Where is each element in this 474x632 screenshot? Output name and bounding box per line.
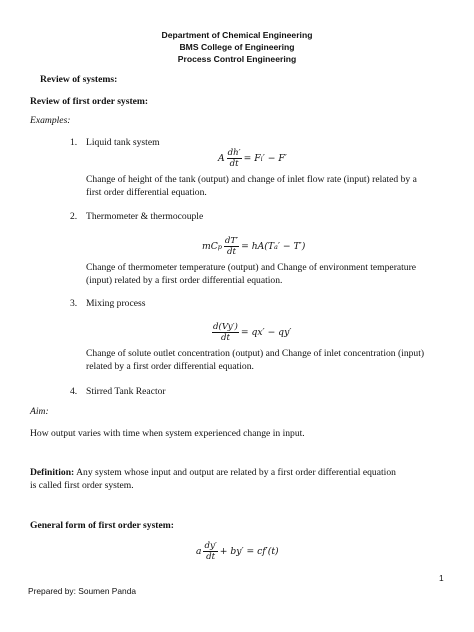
example-2-number: 2.: [70, 211, 78, 222]
eq1-denominator: dt: [229, 159, 239, 169]
eq2-numerator: dT′: [224, 236, 239, 246]
example-3-description: [86, 348, 446, 373]
general-eq-numerator: dy′: [204, 541, 217, 551]
heading-aim: Aim:: [30, 406, 49, 417]
definition-text-line2: is called first order system.: [30, 479, 134, 491]
example-3-desc-line2: related by a first order differential equation.: [86, 360, 254, 372]
example-3-equation: [210, 322, 291, 343]
header-course: Process Control Engineering: [177, 54, 297, 64]
general-eq-fraction: [203, 541, 217, 562]
heading-review-of-systems: Review of systems:: [40, 74, 118, 85]
definition-label: Definition:: [30, 467, 75, 478]
example-4-title: Stirred Tank Reactor: [86, 386, 166, 397]
eq3-rhs: = qx′ − qy′: [240, 327, 292, 338]
eq2-rhs: = hA(T: [241, 241, 274, 252]
example-3-desc-line1: Change of solute outlet concentration (output) and Change of inlet concentration (input): [86, 348, 425, 359]
eq1-subscript: i: [260, 154, 263, 163]
example-2-equation: [202, 236, 305, 257]
example-3-title: Mixing process: [86, 298, 146, 309]
general-eq-lhs: a: [196, 546, 202, 557]
eq2-denominator: dt: [227, 247, 236, 257]
aim-text: How output varies with time when system experienced change in input.: [30, 428, 305, 439]
example-3-number: 3.: [70, 298, 78, 309]
header-department: Department of Chemical Engineering: [161, 30, 313, 40]
heading-examples: Examples:: [30, 115, 71, 126]
eq2-subscript: a: [274, 242, 278, 251]
eq2-fraction: [224, 236, 239, 257]
eq1-numerator: dh′: [227, 148, 241, 158]
general-eq-rhs: + by′ = cf′(t): [219, 546, 279, 557]
example-2-description: [86, 262, 446, 287]
example-2-desc-line2: (input) related by a first order differential equation.: [86, 274, 283, 286]
eq3-numerator: d(Vy′): [213, 322, 238, 332]
example-2-desc-line1: Change of thermometer temperature (output) and Change of environment temperature: [86, 262, 417, 273]
eq3-fraction: [212, 322, 239, 343]
eq1-lhs: A: [218, 153, 225, 164]
example-1-desc-line2: first order differential equation.: [86, 186, 207, 198]
heading-general-form: General form of first order system:: [30, 520, 174, 531]
example-1-description: [86, 174, 446, 199]
eq2-lhs: mC: [202, 241, 218, 252]
definition-paragraph: [30, 467, 450, 492]
definition-text-line1: Any system whose input and output are related by a first order differential equation: [74, 467, 396, 478]
eq1-rhs: = F: [243, 153, 261, 164]
eq1-fraction: [227, 148, 242, 169]
eq1-tail: ′ − F′: [262, 153, 287, 164]
general-equation: [196, 541, 279, 562]
example-4-number: 4.: [70, 386, 78, 397]
example-1-number: 1.: [70, 137, 78, 148]
header-college: BMS College of Engineering: [179, 42, 295, 52]
eq2-lhs-subscript: p: [217, 242, 222, 251]
example-1-equation: [218, 148, 287, 169]
page-number: 1: [439, 573, 444, 583]
example-1-title: Liquid tank system: [86, 137, 160, 148]
eq3-denominator: dt: [220, 333, 230, 343]
eq2-tail: ′ − T′): [277, 241, 306, 252]
heading-review-first-order: Review of first order system:: [30, 96, 149, 107]
footer-author: Prepared by: Soumen Panda: [28, 586, 137, 596]
general-eq-denominator: dt: [206, 552, 216, 562]
example-1-desc-line1: Change of height of the tank (output) and change of inlet flow rate (input) related by a: [86, 174, 417, 185]
example-2-title: Thermometer & thermocouple: [86, 211, 204, 222]
